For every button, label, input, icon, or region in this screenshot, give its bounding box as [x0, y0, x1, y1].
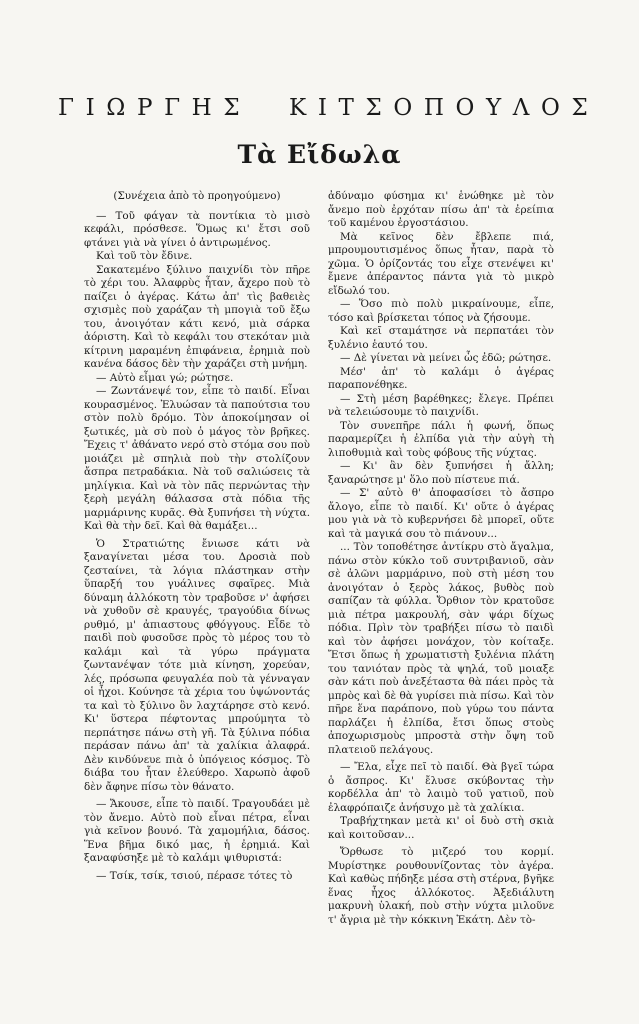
- paragraph: Ὁ Στρατιώτης ἔνιωσε κάτι νὰ ξαναγίνεται μέσα του. Δροσιὰ ποὺ ζεσταίνει, τὰ λόγια πλάστηκαν στὴν ὕπαρξή του γυάλινες σφαῖρες. Μιὰ δύναμη ἀλλόκοτη τὸν τραβοῦσε ν' ἀφήσει νὰ χυθοῦν σὲ κραυγές, τραγούδια δίνως ρυθμό, μ' ἀπιαστους φθόγγους. Εἶδε τὸ παιδὶ ποὺ φυσοῦσε πρὸς τὸ μέρος του τὸ καλάμι καὶ τὰ γύρω πράγματα ζωντανέψαν τότε μιὰ κίνηση, χορεύαν, λές, πρόσωπα φευγαλέα ποὺ τὰ γένναγαν οἱ ἦχοι. Κούνησε τὰ χέρια του ὑψώνοντάς τα καὶ τὸ ξύλινο ὃν λαχτάρησε στὸ κενό. Κι' ὕστερα πέφτοντας μπρούμητα τὸ περπάτησε πάνω στὴ γῆ. Τὰ ξύλινα πόδια περάσαν πάνω ἀπ' τὰ χαλίκια ἀλαφρά. Δὲν κινδύνευε πιὰ ὁ ὑπόγειος κόσμος. Τὸ διάβα του ἦταν ἐλεύθερο. Χαρωπὸ ἀφοῦ δὲν ἄφηνε πίσω τὸν θάνατο.: [84, 537, 310, 793]
- paragraph: ἀδύναμο φύσημα κι' ἑνώθηκε μὲ τὸν ἄνεμο ποὺ ἐρχόταν πίσω ἀπ' τὰ ἐρείπια τοῦ καμένου ἐργοστάσιου.: [328, 190, 554, 229]
- paragraph: Τὸν συνεπῆρε πάλι ἡ φωνή, ὅπως παραμερίζει ἡ ἐλπίδα γιὰ τὴν αὐγὴ τὴ λιποθυμιὰ καὶ τοὺς φόβους τῆς νύχτας.: [328, 419, 554, 459]
- paragraph: Μέσ' ἀπ' τὸ καλάμι ὁ ἀγέρας παραπονέθηκε.: [328, 365, 554, 391]
- author-letter: Σ: [223, 95, 250, 121]
- paragraph: — Δὲ γίνεται νὰ μείνει ὧς ἐδῶ; ρώτησε.: [340, 352, 552, 364]
- author-letter: Η: [191, 95, 222, 121]
- paragraph: — Κι' ἂν δὲν ξυπνήσει ἡ ἄλλη; ξαναρώτησε μ' ὅλο ποὺ πίστευε πιά.: [328, 460, 554, 486]
- paragraph: — Στὴ μέση βαρέθηκες; ἔλεγε. Πρέπει νὰ τελειώσουμε τὸ παιχνίδι.: [328, 392, 554, 418]
- paragraph: — Αὐτὸ εἶμαι γώ; ρώτησε.: [96, 371, 234, 384]
- continuation-note: (Συνέχεια ἀπὸ τὸ προηγούμενο): [113, 190, 281, 202]
- author-letter: Σ: [571, 95, 598, 121]
- author-letter: [251, 95, 268, 121]
- article-title: Τὰ Εἴδωλα: [237, 140, 402, 169]
- author-letter: Ο: [455, 95, 485, 121]
- right-column: [328, 190, 554, 1010]
- paragraph: — Ὅσο πιὸ πολὺ μικραίνουμε, εἶπε, τόσο καὶ βρίσκεται τόπος νὰ ζήσουμε.: [328, 298, 554, 324]
- author-letter: Γ: [164, 95, 191, 121]
- paragraph: — Τσίκ, τσίκ, τσιού, πέρασε τότες τὸ: [96, 869, 293, 882]
- paragraph: Τραβήχτηκαν μετὰ κι' οἱ δυὸ στὴ σκιὰ καὶ κοιτοῦσαν...: [328, 815, 554, 841]
- paragraph: Μὰ κεῖνος δὲν ἔβλεπε πιά, μπρουμουτισμένος ὅπως ἦταν, παρὰ τὸ χῶμα. Ὁ ὁρίζοντάς του εἶχε στενέψει κι' ἔμενε ἀπέραντος πάντα γιὰ τὸ μικρὸ εἴδωλό του.: [328, 230, 554, 297]
- author-letter: Υ: [485, 95, 512, 121]
- author-letter: Κ: [289, 95, 317, 121]
- author-letter: Ο: [541, 95, 570, 121]
- paragraph: — Σ' αὐτὸ θ' ἀποφασίσει τὸ ἄσπρο ἄλογο, εἶπε τὸ παιδί. Κι' οὔτε ὁ ἀγέρας μου γιὰ νὰ τὸ κυβερνήσει δὲ μπορεῖ, οὔτε καὶ τὰ μαγικά σου τὸ πιάνουν...: [328, 487, 554, 540]
- author-letter: Ο: [393, 95, 423, 121]
- paragraph: — Ἔλα, εἶχε πεῖ τὸ παιδί. Θὰ βγεῖ τώρα ὁ ἄσπρος. Κι' ἔλυσε σκύβοντας τὴν κορδέλλα ἀπ' τὸ λαιμὸ τοῦ γατιοῦ, ποὺ ἐλαφρόπαιζε ἀνήσυχο μὲ τὰ χαλίκια.: [328, 761, 554, 814]
- author-letter: Γ: [58, 95, 84, 121]
- paragraph: — Τοῦ φάγαν τὰ ποντίκια τὸ μισὸ κεφάλι, πρόσθεσε. Ὅμως κι' ἔτσι σοῦ φτάνει γιὰ νὰ γίνει ὁ ἀντιρωμένος.: [84, 209, 310, 249]
- paragraph: Ὄρθωσε τὸ μιζερό του κορμί. Μυρίστηκε ρουθουνίζοντας τὸν ἀγέρα. Καὶ καθὼς πήδηξε μέσα στὴ στέρνα, βγῆκε ἕνας ἦχος ἀλλόκοτος. Ἀξεδιάλυτη μακρυνὴ ὑλακή, ποὺ στὴν νύχτα μιλοῦνε τ' ἄγρια μὲ τὴν κόκκινη Ἑκάτη. Δὲν τὸ-: [328, 846, 554, 926]
- author-letter: Π: [423, 95, 454, 121]
- author-letter: Λ: [512, 95, 540, 121]
- author-letter: Ω: [106, 95, 136, 121]
- author-letter: Ι: [85, 95, 105, 121]
- left-column: [84, 190, 310, 1010]
- author-letter: Τ: [338, 95, 364, 121]
- author-letter: Ρ: [136, 95, 163, 121]
- paragraph: Καὶ τοῦ τὸν ἔδινε.: [96, 250, 193, 262]
- paragraph: — Ζωντάνεψέ τον, εἶπε τὸ παιδί. Εἶναι κουρασμένος. Ἐλυώσαν τὰ παπούτσια του στὸν πολὺ δρόμο. Τὸν ἀποκοίμησαν οἱ ξωτικές, μὰ σὺ ποὺ ὁ μάγος τὸν βρῆκες. Ἔχεις τ' ἀθάνατο νερό στὸ στόμα σου ποὺ μοιάζει μὲ σπηλιὰ ποὺ τὴν στολίζουν ἄσπρα πετραδάκια. Νὰ τοῦ σαλιώσεις τὰ μηλίγκια. Καὶ νὰ τὸν πᾶς περνώντας τὴν ξερὴ μεγάλη θάλασσα στὰ πόδια τῆς μαρμάρινης κυρᾶς. Θὰ ξυπνήσει τὴ νύχτα. Καὶ θὰ τὴν δεῖ. Καὶ θὰ θαμάξει...: [84, 385, 310, 532]
- author-letter: [270, 95, 287, 121]
- author-name: [58, 95, 598, 121]
- author-letter: Ι: [317, 95, 337, 121]
- paragraph: Καὶ κεῖ σταμάτησε νὰ περπατάει τὸν ξυλένιο ἑαυτό του.: [328, 325, 554, 351]
- paragraph: ... Τὸν τοποθέτησε ἀντίκρυ στὸ ἄγαλμα, πάνω στὸν κύκλο τοῦ συντριβανιοῦ, σὰν σὲ ἀλῶνι μαρμάρινο, ποὺ στὴ μέση του ἀνοιγόταν ὁ ξερὸς λάκος, βυθὸς ποὺ σαπίζαν τὰ φύλλα. Ὄρθιον τὸν κρατοῦσε μιὰ πέτρα μακρουλή, σὰν ψάρι δίχως πόδια. Πρὶν τὸν τραβήξει πίσω τὸ παιδὶ καὶ τὸν ἀφήσει μονάχον, τὸν κοίταξε. Ἔτσι ὅπως ἡ χρωματιστὴ ξυλένια πλάτη του τανιόταν πρὸς τὰ ψηλά, τοῦ μοιαξε σὰν κάτι ποὺ ἀνεξέταστα θὰ πάει πρὸς τὰ μπρὸς καὶ δὲ θὰ γυρίσει πιὰ πίσω. Καὶ τὸν πῆρε ἕνα παράπονο, ποὺ γύρω του πάντα παρλάζει ἡ ἐλπίδα, ἔτσι ὅπως στοὺς ἀποχωρισμοὺς μπροστὰ στὴν ὄψη τοῦ πλατειοῦ πελάγους.: [328, 541, 554, 756]
- text-columns: [84, 190, 624, 1010]
- paragraph: Σακατεμένο ξύλινο παιχνίδι τὸν πῆρε τὸ χέρι του. Ἀλαφρὺς ἦταν, ἄχερο ποὺ τὸ παίζει ὁ ἀγέρας. Κάτω ἀπ' τὶς βαθειὲς σχισμὲς ποὺ χαράζαν τὴ μπογιὰ τοῦ ἔξω του, ἀνοιγόταν κάτι κενό, μιὰ σάρκα ἀόριστη. Καὶ τὸ κεφάλι του στεκόταν μιὰ κίτρινη μαραμένη ἐπιφάνεια, ἐρημιὰ ποὺ κανένα δάσος δὲν τὴν χαράζει στὴ μνήμη.: [84, 263, 310, 370]
- paragraph: — Ἄκουσε, εἶπε τὸ παιδί. Τραγουδάει μὲ τὸν ἄνεμο. Αὐτὸ ποὺ εἶναι πέτρα, εἶναι γιὰ κεῖνον βουνό. Τὰ χαμομήλια, δάσος. Ἕνα βῆμα δικό μας, ἡ ἐρημιά. Καὶ ξαναφύσηξε μὲ τὸ καλάμι ψιθυριστά:: [84, 798, 310, 864]
- author-letter: Σ: [365, 95, 392, 121]
